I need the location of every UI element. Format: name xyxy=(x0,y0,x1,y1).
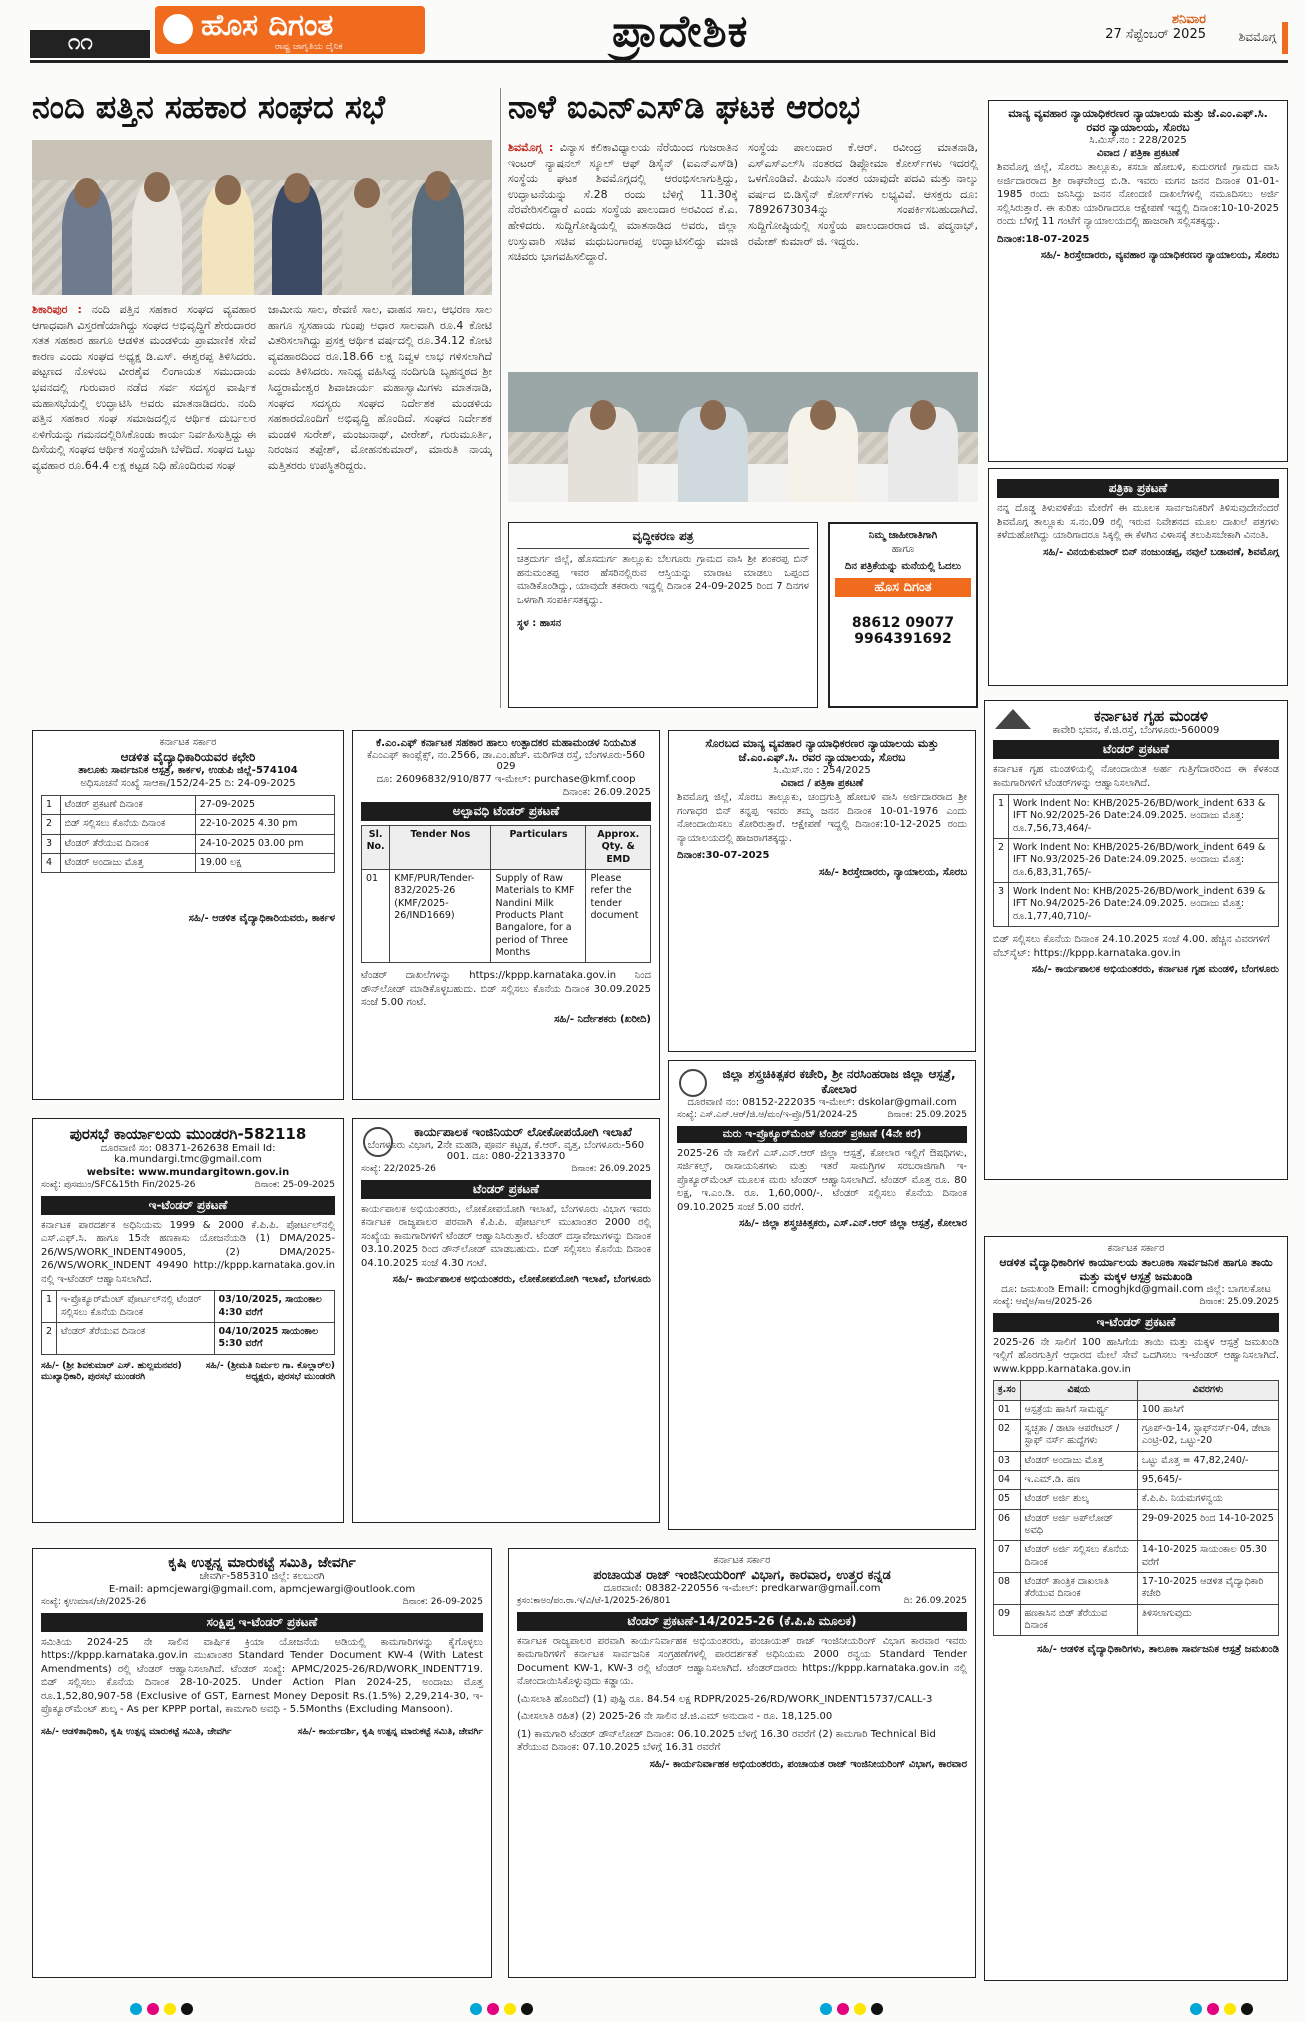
pwd-ref: ಸಂಖ್ಯೆ: 22/2025-26 xyxy=(361,1164,436,1174)
tender-jamkhandi xyxy=(984,1236,1288,1981)
press1-body: ನನ್ನ ದೊಡ್ಡ ತಿಳುವಳಿಕೆಯ ಮೇರೆಗೆ ಈ ಮೂಲಕ ಸಾರ್ವಜನಿಕರಿಗೆ ತಿಳಿಸುವುದೇನೆಂದರೆ ಶಿವಮೊಗ್ಗ ತಾಲ್ಲೂಕು ಸ.ನಂ.09 ರಲ್ಲಿ ಇರುವ ನಿವೇಶನದ ಮೂಲ ದಾಖಲೆ ಪತ್ರಗಳು ಕಳೆದುಹೋಗಿದ್ದು ಯಾರಿಗಾದರೂ ಸಿಕ್ಕಲ್ಲಿ ಈ ಕೆಳಗಿನ ವಿಳಾಸಕ್ಕೆ ತಲುಪಿಸಬೇಕಾಗಿ ವಿನಂತಿ. xyxy=(997,503,1279,541)
ad-phone1: 88612 09077 xyxy=(851,614,955,631)
pwd-title: ಕಾರ್ಯಪಾಲಕ ಇಂಜಿನಿಯರ್ ಲೋಕೋಪಯೋಗಿ ಇಲಾಖೆ xyxy=(414,1125,632,1139)
ad-line3: ದಿನ ಪತ್ರಿಕೆಯನ್ನು ಮನೆಯಲ್ಲಿ ಓದಲು xyxy=(844,561,962,572)
mundargi-bar: ಇ-ಟೆಂಡರ್ ಪ್ರಕಟಣೆ xyxy=(41,1196,335,1215)
print-registration-marks xyxy=(470,2003,533,2015)
karwar-item-2: (ಮೀಸಲಾತಿ ರಹಿತ) (2) 2025-26 ನೇ ಸಾಲಿನ ಜೆ.ಜಿ.ಎಮ್ ಅನುದಾನ - ರೂ. 18,125.00 xyxy=(517,1711,833,1723)
apmc-title: ಕೃಷಿ ಉತ್ಪನ್ನ ಮಾರುಕಟ್ಟೆ ಸಮಿತಿ, ಜೇವರ್ಗಿ xyxy=(168,1555,356,1571)
pwd-sign: ಸಹಿ/- ಕಾರ್ಯಪಾಲಕ ಅಭಿಯಂತರರು, ಲೋಕೋಪಯೋಗಿ ಇಲಾಖೆ, ಬೆಂಗಳೂರು xyxy=(392,1274,651,1286)
kmf-table xyxy=(361,825,651,963)
story2-col2: ಸಂಸ್ಥೆಯ ಪಾಲುದಾರ ಕೆ.ಆರ್. ರವೀಂದ್ರ ಮಾತನಾಡಿ, ಎಸ್ಎಸ್ಎಲ್‌ಸಿ ನಂತರದ ಡಿಪ್ಲೋಮಾ ಕೋರ್ಸ್‌ಗಳು ಇದರಲ್ಲಿ ಒಳಗೊಂಡಿವೆ. ಪಿಯುಸಿ ನಂತರ ಯಾವುದೇ ಪದವಿ ಮತ್ತು ನಾಲ್ಕು ವರ್ಷದ ಬಿ.ಡಿಸೈನ್ ಕೋರ್ಸ್‌ಗಳು ಲಭ್ಯವಿವೆ. ಆಸಕ್ತರು ದೂ: 7892673034ನ್ನು ಸಂಪರ್ಕಿಸಬಹುದಾಗಿದೆ. ಸುದ್ದಿಗೋಷ್ಠಿಯಲ್ಲಿ ಸಂಸ್ಥೆಯ ಪಾಲುದಾರರಾದ ಜಿ. ಪದ್ಮನಾಭ್, ರಮೇಶ್ ಕುಮಾರ್ ಜಿ. ಇದ್ದರು. xyxy=(748,141,978,248)
press-notice-1 xyxy=(988,468,1288,686)
mundargi-sign1: ಸಹಿ/- (ಶ್ರೀ ಶಿವಕುಮಾರ್ ಎಸ್. ಹುಲ್ಲಮನವರ) ಮುಖ್ಯಾಧಿಕಾರಿ, ಪುರಸಭೆ ಮುಂಡರಗಿ xyxy=(41,1360,182,1383)
ad-line2: ಹಾಗೂ xyxy=(891,543,915,555)
press1-title: ಪತ್ರಿಕಾ ಪ್ರಕಟಣೆ xyxy=(997,479,1279,498)
housing-body: ಕರ್ನಾಟಕ ಗೃಹ ಮಂಡಳಿಯಲ್ಲಿ ನೋಂದಾಯಿತ ಅರ್ಹ ಗುತ್ತಿಗೆದಾರರಿಂದ ಈ ಕೆಳಕಂಡ ಕಾಮಗಾರಿಗಳಿಗೆ ಟೆಂಡರ್‌ಗಳನ್ನು ಆಹ್ವಾನಿಸಲಾಗಿದೆ. xyxy=(993,764,1279,789)
karwar-org: ಕರ್ನಾಟಕ ಸರ್ಕಾರ xyxy=(713,1555,771,1566)
tender-pwd xyxy=(352,1118,660,1523)
column-rule xyxy=(500,88,501,708)
karkala-title: ಆಡಳಿತ ವೈದ್ಯಾಧಿಕಾರಿಯವರ ಕಛೇರಿ xyxy=(120,750,256,764)
kmf-org: ಕೆ.ಎಂ.ಎಫ್ ಕರ್ನಾಟಕ ಸಹಕಾರ ಹಾಲು ಉತ್ಪಾದಕರ ಮಹಾಮಂಡಳ ನಿಯಮಿತ xyxy=(375,737,637,749)
press1-sign: ಸಹಿ/- ವಿನಯಕುಮಾರ್ ಬಿನ್ ನಂಜುಂಡಪ್ಪ, ನವುಲೆ ಬಡಾವಣೆ, ಶಿವಮೊಗ್ಗ xyxy=(1043,546,1279,558)
jamkhandi-body: 2025-26 ನೇ ಸಾಲಿಗೆ 100 ಹಾಸಿಗೆಯ ತಾಯಿ ಮತ್ತು ಮಕ್ಕಳ ಆಸ್ಪತ್ರೆ ಜಮಖಂಡಿ ಇಲ್ಲಿಗೆ ಹೊರಗುತ್ತಿಗೆ ಆಧಾರದ ಮೇಲೆ ಸೇವೆ ಒದಗಿಸಲು ಇ-ಟೆಂಡರ್ ಆಹ್ವಾನಿಸಲಾಗಿದೆ. www.kppp.karnataka.gov.in xyxy=(993,1336,1279,1375)
story2-col1-text: ವಿನ್ಯಾಸ ಕಲಿಕಾವಿಧ್ಯಾಲಯ ನೆರೆಯಿಂದ ಗುಜರಾತಿನ ಇಂಟರ್ ನ್ಯಾಷನಲ್ ಸ್ಕೂಲ್ ಆಫ್ ಡಿಸೈನ್ (ಐಎನ್‌ಎಸ್‌ಡಿ) ಸಂಸ್ಥೆಯ ಘಟಕ ಶಿವಮೊಗ್ಗದಲ್ಲಿ ಆರಂಭಿಸಲಾಗುತ್ತಿದ್ದು, ಉದ್ಘಾಟನೆಯನ್ನು ಸೆ.28 ರಂದು ಬೆಳಿಗ್ಗೆ 11.30ಕ್ಕೆ ನೆರವೇರಿಸಲಿದ್ದಾರೆ ಎಂದು ಸಂಸ್ಥೆಯ ಪಾಲುದಾರ ಅರವಿಂದ ಕೆ.ಎ. ಹೇಳಿದರು. ಸುದ್ದಿಗೋಷ್ಠಿಯಲ್ಲಿ ಮಾತನಾಡಿದ ಅವರು, ಜಿಲ್ಲಾ ಉಸ್ತುವಾರಿ ಸಚಿವ ಮಧುಬಂಗಾರಪ್ಪ ಉದ್ಘಾಟಿಸಲಿದ್ದು ಮಾಜಿ ಸಚಿವರು ಭಾಗವಹಿಸಲಿದ್ದಾರೆ. xyxy=(508,141,738,264)
print-registration-marks xyxy=(1190,2003,1253,2015)
karwar-item-1: (ಮಿಸಲಾತಿ ಹೊಂದಿದೆ) (1) ಪುಷ್ಟಿ ರೂ. 84.54 ಲಕ್ಷ RDPR/2025-26/RD/WORK_INDENT15737/CALL-3 xyxy=(517,1693,933,1705)
table-row: 03 ಟೆಂಡರ್ ಅಂದಾಜು ಮೊತ್ತ ಒಟ್ಟು ಮೊತ್ತ = 47,82,240/- xyxy=(994,1451,1279,1470)
court1-sign: ಸಹಿ/- ಶಿರಸ್ತೇದಾರರು, ವ್ಯವಹಾರ ನ್ಯಾಯಾಧಿಕರಣರ ನ್ಯಾಯಾಲಯ, ಸೊರಬ xyxy=(1040,250,1279,261)
pwd-refline xyxy=(361,1164,651,1176)
housing-emblem-icon xyxy=(995,709,1031,729)
housing-title: ಕರ್ನಾಟಕ ಗೃಹ ಮಂಡಳಿ xyxy=(1093,707,1209,725)
apmc-bar: ಸಂಕ್ಷಿಪ್ತ ಇ-ಟೆಂಡರ್ ಪ್ರಕಟಣೆ xyxy=(41,1613,483,1632)
mundargi-ref: ಸಂಖ್ಯೆ: ಪುಸಮುಂ/SFC&15th Fin/2025-26 xyxy=(41,1180,196,1190)
jamkhandi-bar: ಇ-ಟೆಂಡರ್ ಪ್ರಕಟಣೆ xyxy=(993,1313,1279,1332)
issue-day: ಶನಿವಾರ xyxy=(1171,12,1206,27)
ad-phone2: 9964391692 xyxy=(854,630,952,647)
logo-emblem-icon xyxy=(163,14,193,44)
issue-date: 27 ಸೆಪ್ಟೆಂಬರ್ 2025 xyxy=(1105,27,1206,42)
story2-dateline: ಶಿವಮೊಗ್ಗ : xyxy=(508,141,554,154)
jamkhandi-table xyxy=(993,1380,1279,1636)
pwd-date: ದಿನಾಂಕ: 26.09.2025 xyxy=(571,1164,651,1174)
sale-notice-place: ಸ್ಥಳ : ಹಾಸನ xyxy=(517,618,562,629)
court2-title: ಸೊರಬದ ಮಾನ್ಯ ವ್ಯವಹಾರ ನ್ಯಾಯಾಧಿಕರಣರ ನ್ಯಾಯಾಲಯ ಮತ್ತು ಜೆ.ಎಂ.ಎಫ್.ಸಿ. ರವರ ನ್ಯಾಯಾಲಯ, ಸೊರಬ xyxy=(705,737,939,764)
mundargi-body: ಕರ್ನಾಟಕ ಪಾರದರ್ಶಕ ಅಧಿನಿಯಮ 1999 & 2000 ಕೆ.ಪಿ.ಪಿ. ಪೋರ್ಟಲ್‌ನಲ್ಲಿ ಎಸ್.ಎಫ್.ಸಿ. ಹಾಗೂ 15ನೇ ಹಣಕಾಸು ಯೋಜನೆಯಡಿ (1) DMA/2025-26/WS/WORK_INDENT49005, (2) DMA/2025-26/WS/WORK_INDENT 49490 http://kppp.karnataka.gov.in ನಲ್ಲಿ ಇ-ಟೆಂಡರ್ ಆಹ್ವಾನಿಸಲಾಗಿದೆ. xyxy=(41,1219,335,1285)
mundargi-refline xyxy=(41,1180,335,1192)
pwd-addr: ಬೆಂಗಳೂರು ವಿಭಾಗ, 2ನೇ ಮಹಡಿ, ಪೂರ್ವ ಕಟ್ಟಡ, ಕೆ.ಆರ್. ವೃತ್ತ, ಬೆಂಗಳೂರು-560 001. ದೂ: 080-22133370 xyxy=(367,1140,645,1162)
kolar-refline xyxy=(677,1110,967,1122)
karwar-refline xyxy=(517,1596,967,1608)
karwar-date: ದಿ: 26.09.2025 xyxy=(903,1596,967,1606)
kolar-body: 2025-26 ನೇ ಸಾಲಿಗೆ ಎಸ್.ಎನ್.ಆರ್ ಜಿಲ್ಲಾ ಆಸ್ಪತ್ರೆ, ಕೋಲಾರ ಇಲ್ಲಿಗೆ ಔಷಧಿಗಳು, ಸರ್ಜಿಕಲ್ಸ್, ರಾಸಾಯನಿಕಗಳು ಮತ್ತು ಇತರೆ ಸಾಮಗ್ರಿಗಳ ಸರಬರಾಜಿಗಾಗಿ ಇ-ಪ್ರೊಕ್ಯೂರ್‌ಮೆಂಟ್ ಮೂಲಕ ಮರು ಟೆಂಡರ್ ಆಹ್ವಾನಿಸಲಾಗಿದೆ. ಟೆಂಡರ್ ಮೊತ್ತ ರೂ. 80 ಲಕ್ಷ, ಇ.ಎಂ.ಡಿ. ರೂ. 1,60,000/-. ಟೆಂಡರ್ ಸಲ್ಲಿಸಲು ಕೊನೆಯ ದಿನಾಂಕ 09.10.2025 ಸಂಜೆ 5.00 ವರೆಗೆ. xyxy=(677,1147,967,1213)
court1-sub: ವಿವಾದ / ಪತ್ರಿಕಾ ಪ್ರಕಟಣೆ xyxy=(1096,148,1180,159)
table-row: 02 ಸ್ವಚ್ಛತಾ / ಡಾಟಾ ಆಪರೇಟರ್ / ಸ್ಟಾಫ್ ನರ್ಸ್ ಹುದ್ದೆಗಳು ಗ್ರೂಪ್-ಡಿ-14, ಸ್ಟಾಫ್‌ನರ್ಸ್-04, ಡೇಟಾ ಎಂಟ್ರಿ-02, ಒಟ್ಟು-20 xyxy=(994,1419,1279,1451)
karwar-sign: ಸಹಿ/- ಕಾರ್ಯನಿರ್ವಾಹಕ ಅಭಿಯಂತರರು, ಪಂಚಾಯತ ರಾಜ್ ಇಂಜಿನೀಯರಿಂಗ್ ವಿಭಾಗ, ಕಾರವಾರ xyxy=(649,1758,967,1770)
jamkhandi-email: ದೂ: ಜಮಖಂಡಿ Email: cmoghjkd@gmail.com ಜಿಲ್ಲೆ: ಬಾಗಲಕೋಟ xyxy=(1001,1284,1271,1295)
apmc-date: ದಿನಾಂಕ: 26-09-2025 xyxy=(402,1597,483,1607)
kolar-ref: ಸಂಖ್ಯೆ: ಎಸ್.ಎನ್.ಆರ್/ಜಿ.ಆ/ಮಂ/ಇ-ಪ್ರೊ/51/2024-25 xyxy=(677,1110,858,1120)
mundargi-title: ಪುರಸಭೆ ಕಾರ್ಯಾಲಯ ಮುಂಡರಗಿ-582118 xyxy=(69,1125,307,1143)
edition-city: ಶಿವಮೊಗ್ಗ xyxy=(1238,30,1276,44)
court2-case: ಸಿ.ಮಿಸ್.ನಂ : 254/2025 xyxy=(773,765,871,776)
section-title: ಪ್ರಾದೇಶಿಕ xyxy=(612,6,749,57)
table-header-row: Sl. No. Tender Nos Particulars Approx. Qty. & EMD xyxy=(362,826,651,870)
tender-kmf xyxy=(352,730,660,1100)
karkala-sub: ತಾಲೂಕು ಸಾರ್ವಜನಿಕ ಆಸ್ಪತ್ರೆ, ಕಾರ್ಕಳ, ಉಡುಪಿ ಜಿಲ್ಲೆ-574104 xyxy=(78,765,298,776)
court1-title: ಮಾನ್ಯ ವ್ಯವಹಾರ ನ್ಯಾಯಾಧಿಕರಣರ ನ್ಯಾಯಾಲಯ ಮತ್ತು ಜೆ.ಎಂ.ಎಫ್.ಸಿ. ರವರ ನ್ಯಾಯಾಲಯ, ಸೊರಬ xyxy=(1008,107,1268,134)
table-row: 2 ಬಿಡ್ ಸಲ್ಲಿಸಲು ಕೊನೆಯ ದಿನಾಂಕ 22-10-2025 4.30 pm xyxy=(42,815,335,834)
table-row: 05 ಟೆಂಡರ್ ಅರ್ಜಿ ಶುಲ್ಕ ಕೆ.ಪಿ.ಪಿ. ನಿಯಮಗಳನ್ವಯ xyxy=(994,1490,1279,1509)
ad-brand: ಹೊಸ ದಿಗಂತ xyxy=(835,578,971,597)
story1-photo xyxy=(32,140,492,295)
table-row: 01 KMF/PUR/Tender-832/2025-26 (KMF/2025-26/IND1669) Supply of Raw Materials to KMF Nandini Milk Products Plant Bangalore, for a period of Three Months Please refer the tender document xyxy=(362,870,651,963)
pwd-bar: ಟೆಂಡರ್ ಪ್ರಕಟಣೆ xyxy=(361,1180,651,1199)
jamkhandi-title: ಆಡಳಿತ ವೈದ್ಯಾಧಿಕಾರಿಗಳ ಕಾರ್ಯಾಲಯ ತಾಲೂಕಾ ಸಾರ್ವಜನಿಕ ಹಾಗೂ ತಾಯಿ ಮತ್ತು ಮಕ್ಕಳ ಆಸ್ಪತ್ರೆ ಜಮಖಂಡಿ xyxy=(999,1256,1273,1283)
karwar-title: ಪಂಚಾಯತ ರಾಜ್ ಇಂಜಿನೀಯರಿಂಗ್ ವಿಭಾಗ, ಕಾರವಾರ, ಉತ್ತರ ಕನ್ನಡ xyxy=(593,1568,891,1583)
court2-sub: ವಿವಾದ / ಪತ್ರಿಕಾ ಪ್ರಕಟಣೆ xyxy=(780,778,864,789)
pwd-emblem-icon xyxy=(363,1127,393,1157)
logo-tagline: ರಾಷ್ಟ್ರ ಜಾಗೃತಿಯ ದೈನಿಕ xyxy=(275,42,343,52)
story2-col1 xyxy=(508,140,738,368)
jamkhandi-org: ಕರ್ನಾಟಕ ಸರ್ಕಾರ xyxy=(1107,1243,1165,1254)
kmf-bar: ಅಲ್ಪಾವಧಿ ಟೆಂಡರ್ ಪ್ರಕಟಣೆ xyxy=(361,802,651,821)
mundargi-date: ದಿನಾಂಕ: 25-09-2025 xyxy=(254,1180,335,1190)
tender-mundargi xyxy=(32,1118,344,1523)
apmc-body: ಸಮಿತಿಯ 2024-25 ನೇ ಸಾಲಿನ ವಾರ್ಷಿಕ ಕ್ರಿಯಾ ಯೋಜನೆಯ ಅಡಿಯಲ್ಲಿ ಕಾಮಗಾರಿಗಳನ್ನು ಕೈಗೊಳ್ಳಲು https://kppp.karnataka.gov.in ಮುಖಾಂತರ Standard Tender Document KW-4 (With Latest Amendments) ರಲ್ಲಿ ಟೆಂಡರ್ ಆಹ್ವಾನಿಸಲಾಗಿದೆ. ಟೆಂಡರ್ ಸಂಖ್ಯೆ: APMC/2025-26/RD/WORK_INDENT719. ಬಿಡ್ ಸಲ್ಲಿಸಲು ಕೊನೆಯ ದಿನಾಂಕ 28-10-2025. Under Action Plan 2024-25, ಅಂದಾಜು ಮೊತ್ತ ರೂ.1,52,80,907-58 (Exclusive of GST, Earnest Money Deposit Rs.(1.5%) 2,29,214-30, ಇ-ಪ್ರೊಕ್ಯೂರ್‌ಮೆಂಟ್ ಶುಲ್ಕ - As per KPPP portal, ಕಾಮಗಾರಿ ಅವಧಿ - 5.5Months (Excluding Mansoon). xyxy=(41,1636,483,1716)
tender-karwar xyxy=(508,1548,976,1978)
tender-housing-board xyxy=(984,700,1288,1180)
karkala-ref: ಅಧಿಸೂಚನೆ ಸಂಖ್ಯೆ ಸಾಆಕಾ/152/24-25 ದಿ: 24-09-2025 xyxy=(80,778,296,789)
karkala-table xyxy=(41,795,335,873)
table-row: 01 ಆಸ್ಪತ್ರೆಯ ಹಾಸಿಗೆ ಸಾಮರ್ಥ್ಯ 100 ಹಾಸಿಗೆ xyxy=(994,1400,1279,1419)
kmf-phone: ದೂ: 26096832/910/877 ಇ-ಮೇಲ್: purchase@kmf.coop xyxy=(376,774,636,785)
pwd-body: ಕಾರ್ಯಪಾಲಕ ಅಭಿಯಂತರರು, ಲೋಕೋಪಯೋಗಿ ಇಲಾಖೆ, ಬೆಂಗಳೂರು ವಿಭಾಗ ಇವರು ಕರ್ನಾಟಕ ರಾಜ್ಯಪಾಲರ ಪರವಾಗಿ ಕೆ.ಪಿ.ಪಿ. ಪೋರ್ಟಲ್ ಮುಖಾಂತರ 2000 ರಲ್ಲಿ ಸಂಖ್ಯೆಯ ಕಾಮಗಾರಿಗಳಿಗೆ ಟೆಂಡರ್ ಆಹ್ವಾನಿಸಿರುತ್ತಾರೆ. ಟೆಂಡರ್ ದಸ್ತಾವೇಜುಗಳನ್ನು ದಿನಾಂಕ 03.10.2025 ರಿಂದ ಡೌನ್‌ಲೋಡ್ ಮಾಡಬಹುದು. ಬಿಡ್ ಸಲ್ಲಿಸಲು ಕೊನೆಯ ದಿನಾಂಕ 04.10.2025 ಸಂಜೆ 4.30 ಗಂಟೆ. xyxy=(361,1203,651,1269)
ad-line1: ನಿಮ್ಮ ಜಾಹೀರಾತಿಗಾಗಿ xyxy=(868,530,938,541)
table-row: 08 ಟೆಂಡರ್ ತಾಂತ್ರಿಕ ದಾಖಲಾತಿ ತೆರೆಯುವ ದಿನಾಂಕ 17-10-2025 ಆಡಳಿತ ವೈದ್ಯಾಧಿಕಾರಿ ಕಚೇರಿ xyxy=(994,1572,1279,1604)
kmf-addr: ಕೆಎಂಎಫ್ ಕಾಂಪ್ಲೆಕ್ಸ್, ನಂ.2566, ಡಾ.ಎಂ.ಹೆಚ್. ಮರಿಗೌಡ ರಸ್ತೆ, ಬೆಂಗಳೂರು-560 029 xyxy=(366,750,646,772)
court2-date: ದಿನಾಂಕ:30-07-2025 xyxy=(677,850,770,861)
tender-apmc xyxy=(32,1548,492,1978)
karwar-ref: ಕ್ರಸಂ:ಕಾಅಂ/ಪಂ.ರಾ.ಇ/ವಿ/ಟೆ-1/2025-26/801 xyxy=(517,1596,671,1606)
kolar-title: ಜಿಲ್ಲಾ ಶಸ್ತ್ರಚಿಕಿತ್ಸಕರ ಕಚೇರಿ, ಶ್ರೀ ನರಸಿಂಹರಾಜ ಜಿಲ್ಲಾ ಆಸ್ಪತ್ರೆ, ಕೋಲಾರ xyxy=(722,1067,956,1096)
table-row: 04 ಇ.ಎಮ್.ಡಿ. ಹಣ 95,645/- xyxy=(994,1470,1279,1489)
dateline-box xyxy=(1105,12,1206,42)
story1-col2: ಜಾಮೀನು ಸಾಲ, ಠೇವಣಿ ಸಾಲ, ವಾಹನ ಸಾಲ, ಆಭರಣ ಸಾಲ ಹಾಗೂ ಸ್ವಸಹಾಯ ಗುಂಪು ಅಧಾರ ಸಾಲವಾಗಿ ರೂ.4 ಕೋಟಿ ವಿತರಿಸಲಾಗಿದ್ದು ಪ್ರಸಕ್ತ ಆರ್ಥಿಕ ವರ್ಷದಲ್ಲಿ ರೂ.34.12 ಕೋಟಿ ವ್ಯವಹಾರದಿಂದ ರೂ.18.66 ಲಕ್ಷ ನಿವ್ವಳ ಲಾಭ ಗಳಿಸಲಾಗಿದೆ ಎಂದು ತಿಳಿಸಿದರು. ಸಾನಿಧ್ಯ ವಹಿಸಿದ್ದ ನಂದಿಗುಡಿ ಬೃಹನ್ಮಠದ ಶ್ರೀ ಸಿದ್ಧರಾಮೇಶ್ವರ ಶಿವಾಚಾರ್ಯ ಮಹಾಸ್ವಾಮಿಗಳು ಮಾತನಾಡಿ, ಸಂಘದ ಸದಸ್ಯರು ಸಂಘದ ನಿರ್ದೇಶಕ ಮಂಡಳಿಯ ಸಹಕಾರದೊಂದಿಗೆ ಅಭಿವೃದ್ಧಿ ಹೊಂದಿದೆ. ಸಂಘದ ನಿರ್ದೇಶಕ ಮಂಡಳಿ ಸುರೇಶ್, ಮಂಜುನಾಥ್, ವೀರೇಶ್, ಗುರುಮೂರ್ತಿ, ನಿರಂಜನ ತಪ್ಪೇಶ್, ಮೋಹನಕುಮಾರ್, ಮಾರುತಿ ನಾಯ್ಕ ಮತ್ತಿತರರು ಉಪಸ್ಥಿತರಿದ್ದರು. xyxy=(268,303,492,473)
table-row: 1 Work Indent No: KHB/2025-26/BD/work_indent 633 & IFT No.92/2025-26 Date:24.09.2025. ಅಂದಾಜು ಮೊತ್ತ: ರೂ.7,56,73,464/- xyxy=(994,795,1279,839)
kmf-body: ಟೆಂಡರ್ ದಾಖಲೆಗಳನ್ನು https://kppp.karnataka.gov.in ನಿಂದ ಡೌನ್‌ಲೋಡ್ ಮಾಡಿಕೊಳ್ಳಬಹುದು. ಬಿಡ್ ಸಲ್ಲಿಸಲು ಕೊನೆಯ ದಿನಾಂಕ 30.09.2025 ಸಂಜೆ 5.00 ಗಂಟೆ. xyxy=(361,970,651,1009)
table-row: 1 ಟೆಂಡರ್ ಪ್ರಕಟಣೆ ದಿನಾಂಕ 27-09-2025 xyxy=(42,796,335,815)
karwar-contact: ದೂರವಾಣಿ: 08382-220556 ಇ-ಮೇಲ್: predkarwar@gmail.com xyxy=(603,1583,881,1594)
story2-photo xyxy=(508,372,978,502)
apmc-ref: ಸಂಖ್ಯೆ: ಕೃಉಮಾಸ/ಜೇ/2025-26 xyxy=(41,1597,147,1607)
kolar-emblem-icon xyxy=(679,1069,707,1097)
sale-notice xyxy=(508,522,818,708)
jamkhandi-refline xyxy=(993,1297,1279,1309)
jamkhandi-date: ದಿನಾಂಕ: 25.09.2025 xyxy=(1199,1297,1279,1307)
story1-dateline: ಶಿಕಾರಿಪುರ : xyxy=(32,303,82,316)
logo-text: ಹೊಸ ದಿಗಂತ xyxy=(201,8,334,43)
page-number: ೧೧ xyxy=(30,30,150,58)
kolar-date: ದಿನಾಂಕ: 25.09.2025 xyxy=(887,1110,967,1120)
karkala-org: ಕರ್ನಾಟಕ ಸರ್ಕಾರ xyxy=(159,737,217,748)
table-row: 07 ಟೆಂಡರ್ ಅರ್ಜಿ ಸಲ್ಲಿಸಲು ಕೊನೆಯ ದಿನಾಂಕ 14-10-2025 ಸಾಯಂಕಾಲ 05.30 ವರೆಗೆ xyxy=(994,1541,1279,1573)
housing-sign: ಸಹಿ/- ಕಾರ್ಯಪಾಲಕ ಅಭಿಯಂತರರು, ಕರ್ನಾಟಕ ಗೃಹ ಮಂಡಳಿ, ಬೆಂಗಳೂರು xyxy=(1031,964,1279,976)
table-row: 3 Work Indent No: KHB/2025-26/BD/work_indent 639 & IFT No.94/2025-26 Date:24.09.2025. ಅಂದಾಜು ಮೊತ್ತ: ರೂ.1,77,40,710/- xyxy=(994,883,1279,927)
kmf-sign: ಸಹಿ/- ನಿರ್ದೇಶಕರು (ಖರೀದಿ) xyxy=(554,1013,651,1025)
court1-date: ದಿನಾಂಕ:18-07-2025 xyxy=(997,233,1090,245)
print-registration-marks xyxy=(130,2003,193,2015)
apmc-email: E-mail: apmcjewargi@gmail.com, apmcjewargi@outlook.com xyxy=(108,1584,416,1595)
tender-karkala-hospital xyxy=(32,730,344,1100)
karwar-bar: ಟೆಂಡರ್ ಪ್ರಕಟಣೆ-14/2025-26 (ಕೆ.ಪಿ.ಪಿ ಮೂಲಕ) xyxy=(517,1612,967,1631)
court-notice-1 xyxy=(988,100,1288,462)
sale-notice-title: ವೃದ್ಧೀಕರಣ ಪತ್ರ xyxy=(632,529,694,543)
table-row: 2 ಟೆಂಡರ್ ತೆರೆಯುವ ದಿನಾಂಕ 04/10/2025 ಸಾಯಂಕಾಲ 5:30 ವರೆಗೆ xyxy=(42,1322,335,1354)
kolar-sign: ಸಹಿ/- ಜಿಲ್ಲಾ ಶಸ್ತ್ರಚಿಕಿತ್ಸಕರು, ಎಸ್.ಎನ್.ಆರ್ ಜಿಲ್ಲಾ ಆಸ್ಪತ್ರೆ, ಕೋಲಾರ xyxy=(738,1218,967,1230)
housing-table xyxy=(993,794,1279,927)
court2-body: ಶಿವಮೊಗ್ಗ ಜಿಲ್ಲೆ, ಸೊರಬ ತಾಲ್ಲೂಕು, ಚಂದ್ರಗುತ್ತಿ ಹೋಬಳಿ ವಾಸಿ ಅರ್ಜಿದಾರರಾದ ಶ್ರೀ ಗಂಗಾಧರ ಬಿನ್ ಕನ್ನಪ್ಪ ಇವರು ತಮ್ಮ ಜನನ ದಿನಾಂಕ 10-01-1976 ಎಂದು ನೋಂದಾಯಿಸಲು ಕೋರಿರುತ್ತಾರೆ. ಆಕ್ಷೇಪಣೆ ಇದ್ದಲ್ಲಿ ದಿನಾಂಕ:10-12-2025 ರಂದು ನ್ಯಾಯಾಲಯದಲ್ಲಿ ಹಾಜರಾಗತಕ್ಕದ್ದು. xyxy=(677,792,967,844)
kolar-bar: ಮರು ಇ-ಪ್ರೊಕ್ಯೂರ್‌ಮೆಂಟ್ ಟೆಂಡರ್ ಪ್ರಕಟಣೆ (4ನೇ ಕರೆ) xyxy=(677,1126,967,1143)
kolar-contact: ದೂರವಾಣಿ ನಂ: 08152-222035 ಇ-ಮೇಲ್: dskolar@gmail.com xyxy=(687,1097,957,1108)
subscription-ad xyxy=(828,522,978,708)
karwar-item-3: (1) ಕಾಮಗಾರಿ ಟೆಂಡರ್ ಡೌನ್‌ಲೋಡ್ ದಿನಾಂಕ: 06.10.2025 ಬೆಳಗ್ಗೆ 16.30 ರವರೆಗೆ (2) ಕಾಮಗಾರಿ Technical Bid ತೆರೆಯುವ ದಿನಾಂಕ: 07.10.2025 ಬೆಳಗ್ಗೆ 16.31 ರವರೆಗೆ xyxy=(517,1728,936,1754)
print-registration-marks xyxy=(820,2003,883,2015)
sale-notice-body: ಚಿತ್ರದುರ್ಗ ಜಿಲ್ಲೆ, ಹೊಸದುರ್ಗ ತಾಲ್ಲೂಕು ಬೆಲಗೂರು ಗ್ರಾಮದ ವಾಸಿ ಶ್ರೀ ಶಂಕರಪ್ಪ ಬಿನ್ ಹನುಮಂತಪ್ಪ ಇವರ ಹೆಸರಿನಲ್ಲಿರುವ ಆಸ್ತಿಯನ್ನು ಮಾರಾಟ ಮಾಡಲು ಒಪ್ಪಂದ ಮಾಡಿಕೊಂಡಿದ್ದು, ಯಾವುದೇ ತಕರಾರು ಇದ್ದಲ್ಲಿ ದಿನಾಂಕ 24-09-2025 ರಿಂದ 7 ದಿನಗಳ ಒಳಗಾಗಿ ಸಂಪರ್ಕಿಸತಕ್ಕದ್ದು. xyxy=(517,554,809,606)
court1-body: ಶಿವಮೊಗ್ಗ ಜಿಲ್ಲೆ, ಸೊರಬ ತಾಲ್ಲೂಕು, ಕಸಬಾ ಹೋಬಳಿ, ಕುದುರಗಣಿ ಗ್ರಾಮದ ವಾಸಿ ಅರ್ಜಿದಾರರಾದ ಶ್ರೀ ರಾಘವೇಂದ್ರ ಬಿ.ಡಿ. ಇವರು ಮಗನ ಜನನ ದಿನಾಂಕ 01-01-1985 ರಂದು ಜನಿಸಿದ್ದು ಜನನ ನೋಂದಣಿ ದಾಖಲೆಗಳಲ್ಲಿ ನಮೂದಿಸಲು ಅರ್ಜಿ ಸಲ್ಲಿಸಿರುತ್ತಾರೆ. ಈ ಕುರಿತು ಯಾರಿಗಾದರೂ ಆಕ್ಷೇಪಣೆ ಇದ್ದಲ್ಲಿ ದಿನಾಂಕ:10-10-2025 ರಂದು ಬೆಳಿಗ್ಗೆ 11 ಗಂಟೆಗೆ ನ್ಯಾಯಾಲಯದಲ್ಲಿ ಹಾಜರಾಗಿ ಸಲ್ಲಿಸತಕ್ಕದ್ದು. xyxy=(997,162,1279,227)
housing-tail: ಬಿಡ್ ಸಲ್ಲಿಸಲು ಕೊನೆಯ ದಿನಾಂಕ 24.10.2025 ಸಂಜೆ 4.00. ಹೆಚ್ಚಿನ ವಿವರಗಳಿಗೆ ವೆಬ್‌ಸೈಟ್: https://kppp.karnataka.gov.in xyxy=(993,934,1270,959)
apmc-sign1: ಸಹಿ/- ಆಡಳಿತಾಧಿಕಾರಿ, ಕೃಷಿ ಉತ್ಪನ್ನ ಮಾರುಕಟ್ಟೆ ಸಮಿತಿ, ಜೇವರ್ಗಿ xyxy=(41,1726,232,1737)
housing-bar: ಟೆಂಡರ್ ಪ್ರಕಟಣೆ xyxy=(993,740,1279,759)
mundargi-table xyxy=(41,1290,335,1354)
kmf-date: ದಿನಾಂಕ: 26.09.2025 xyxy=(562,787,651,798)
masthead-logo xyxy=(155,6,425,54)
story1-headline: ನಂದಿ ಪತ್ತಿನ ಸಹಕಾರ ಸಂಘದ ಸಭೆ xyxy=(32,88,385,126)
table-row: 2 Work Indent No: KHB/2025-26/BD/work_indent 649 & IFT No.93/2025-26 Date:24.09.2025. ಅಂದಾಜು ಮೊತ್ತ: ರೂ.6,83,31,765/- xyxy=(994,839,1279,883)
court-notice-2 xyxy=(668,730,976,1052)
apmc-sign2: ಸಹಿ/- ಕಾರ್ಯದರ್ಶಿ, ಕೃಷಿ ಉತ್ಪನ್ನ ಮಾರುಕಟ್ಟೆ ಸಮಿತಿ, ಜೇವರ್ಗಿ xyxy=(297,1726,483,1737)
jamkhandi-ref: ಸಂಖ್ಯೆ: ಆವೈಅ/ಸಾಆ/2025-26 xyxy=(993,1297,1093,1307)
apmc-signatures xyxy=(41,1727,483,1739)
apmc-addr: ಜೇವರ್ಗಿ-585310 ಜಿಲ್ಲೆ: ಕಲಬುರಗಿ xyxy=(199,1571,325,1582)
table-row: 3 ಟೆಂಡರ್ ತೆರೆಯುವ ದಿನಾಂಕ 24-10-2025 03.00 pm xyxy=(42,834,335,853)
court2-sign: ಸಹಿ/- ಶಿರಸ್ತೇದಾರರು, ನ್ಯಾಯಾಲಯ, ಸೊರಬ xyxy=(818,866,967,878)
mundargi-sign2: ಸಹಿ/- (ಶ್ರೀಮತಿ ನಿರ್ಮಲ ಗಾ. ಕೊಲ್ಲಾರ್‌ಲ) ಅಧ್ಯಕ್ಷರು, ಪುರಸಭೆ ಮುಂಡರಗಿ xyxy=(205,1360,335,1383)
table-row: 06 ಟೆಂಡರ್ ಅರ್ಜಿ ಅಪ್‌ಲೋಡ್ ಅವಧಿ 29-09-2025 ರಿಂದ 14-10-2025 xyxy=(994,1509,1279,1541)
apmc-refline xyxy=(41,1597,483,1609)
header-rule xyxy=(30,60,1288,63)
table-row: 4 ಟೆಂಡರ್ ಅಂದಾಜು ಮೊತ್ತ 19.00 ಲಕ್ಷ xyxy=(42,854,335,873)
mundargi-signatures xyxy=(41,1361,335,1384)
table-row: 1 ಇ-ಪ್ರೊಕ್ಯೂರ್‌ಮೆಂಟ್ ಪೋರ್ಟಲ್‌ನಲ್ಲಿ ಟೆಂಡರ್ ಸಲ್ಲಿಸಲು ಕೊನೆಯ ದಿನಾಂಕ 03/10/2025, ಸಾಯಂಕಾಲ 4:30 ವರೆಗೆ xyxy=(42,1291,335,1323)
karwar-body: ಕರ್ನಾಟಕ ರಾಜ್ಯಪಾಲರ ಪರವಾಗಿ ಕಾರ್ಯನಿರ್ವಾಹಕ ಅಭಿಯಂತರರು, ಪಂಚಾಯತ್ ರಾಜ್ ಇಂಜಿನೀಯರಿಂಗ್ ವಿಭಾಗ ಕಾರವಾರ ಇವರು ಕಾಮಗಾರಿಗಳಿಗೆ ಕರ್ನಾಟಕ ಸಾರ್ವಜನಿಕ ಸಂಗ್ರಹಣೆಗಳಲ್ಲಿ ಪಾರದರ್ಶಕತೆ ಅಧಿನಿಯಮ 2000 ರನ್ವಯ Standard Tender Document KW-1, KW-3 ರಲ್ಲಿ ಟೆಂಡರ್ ಆಹ್ವಾನಿಸಲಾಗಿದೆ. ಟೆಂಡರ್‌ದಾರರು https://kppp.karnataka.gov.in ನಲ್ಲಿ ನೋಂದಾಯಿಸಿಕೊಳ್ಳುವುದು ಕಡ್ಡಾಯ. xyxy=(517,1635,967,1688)
city-marker xyxy=(1282,22,1288,54)
housing-addr: ಕಾವೇರಿ ಭವನ, ಕೆ.ಜಿ.ರಸ್ತೆ, ಬೆಂಗಳೂರು-560009 xyxy=(1052,725,1220,736)
mundargi-web: website: www.mundargitown.gov.in xyxy=(86,1167,290,1178)
mundargi-contact: ದೂರವಾಣಿ ಸಂ: 08371-262638 Email Id: ka.mundargi.tmc@gmail.com xyxy=(100,1143,276,1165)
story1-col1 xyxy=(32,302,256,697)
jamkhandi-sign: ಸಹಿ/- ಆಡಳಿತ ವೈದ್ಯಾಧಿಕಾರಿಗಳು, ತಾಲೂಕಾ ಸಾರ್ವಜನಿಕ ಆಸ್ಪತ್ರೆ ಜಮಖಂಡಿ xyxy=(1036,1644,1279,1656)
story2-headline: ನಾಳೆ ಐಎನ್‌ಎಸ್‌ಡಿ ಘಟಕ ಆರಂಭ xyxy=(508,88,861,126)
table-row: 09 ಹಣಕಾಸಿನ ಬಿಡ್ ತೆರೆಯುವ ದಿನಾಂಕ ತಿಳಿಸಲಾಗುವುದು xyxy=(994,1604,1279,1636)
karkala-sign: ಸಹಿ/- ಆಡಳಿತ ವೈದ್ಯಾಧಿಕಾರಿಯವರು, ಕಾರ್ಕಳ xyxy=(188,913,335,925)
table-header-row: ಕ್ರ.ಸಂ ವಿಷಯ ವಿವರಗಳು xyxy=(994,1381,1279,1400)
story1-col1-text: ನಂದಿ ಪತ್ತಿನ ಸಹಕಾರ ಸಂಘದ ವ್ಯವಹಾರ ಆಗಾಧವಾಗಿ ವಿಸ್ತರಣೆಯಾಗಿದ್ದು ಸಂಘದ ಅಭಿವೃದ್ಧಿಗೆ ಶೇರುದಾರರ ಸತತ ಸಹಕಾರ ಹಾಗೂ ಆಡಳಿತ ಮಂಡಳಿಯ ಪ್ರಾಮಾಣಿಕ ಸೇವೆ ಕಾರಣ ಎಂದು ಸಂಘದ ಅಧ್ಯಕ್ಷ ಡಿ.ಎಸ್. ಈಶ್ವರಪ್ಪ ತಿಳಿಸಿದರು. ಪಟ್ಟಣದ ನೊಳಂಬ ವೀರಶೈವ ಲಿಂಗಾಯತ ಸಮುದಾಯ ಭವನದಲ್ಲಿ ಗುರುವಾರ ನಡೆದ ಸರ್ವ ಸದಸ್ಯರ ವಾರ್ಷಿಕ ಮಹಾಸಭೆಯಲ್ಲಿ ಉದ್ಘಾಟಿಸಿ ಅವರು ಮಾತನಾಡಿದರು. ನಂದಿ ಪತ್ತಿನ ಸಹಕಾರ ಸಂಘ ಸಮಾಜದಲ್ಲಿನ ಆರ್ಥಿಕ ದುರ್ಬಲರ ಏಳಿಗೆಯನ್ನು ಗಮನದಲ್ಲಿರಿಸಿಕೊಂಡು ಕಾರ್ಯ ನಿರ್ವಹಿಸುತ್ತಿದ್ದು ಈ ದಿಸೆಯಲ್ಲಿ ಸಂಘದ ಆರ್ಥಿಕ ಸಂಸ್ಥೆಯಾಗಿ ಬೆಳೆದಿದೆ. ಸಂಘದ ಒಟ್ಟು ವ್ಯವಹಾರ ರೂ.64.4 ಲಕ್ಷ ಕಟ್ಟಡ ನಿಧಿ ಹೊಂದಿರುವ ಸಂಘ xyxy=(32,303,256,473)
tender-kolar xyxy=(668,1060,976,1530)
court1-case: ಸಿ.ಮಿಸ್.ನಂ : 228/2025 xyxy=(1089,135,1187,146)
